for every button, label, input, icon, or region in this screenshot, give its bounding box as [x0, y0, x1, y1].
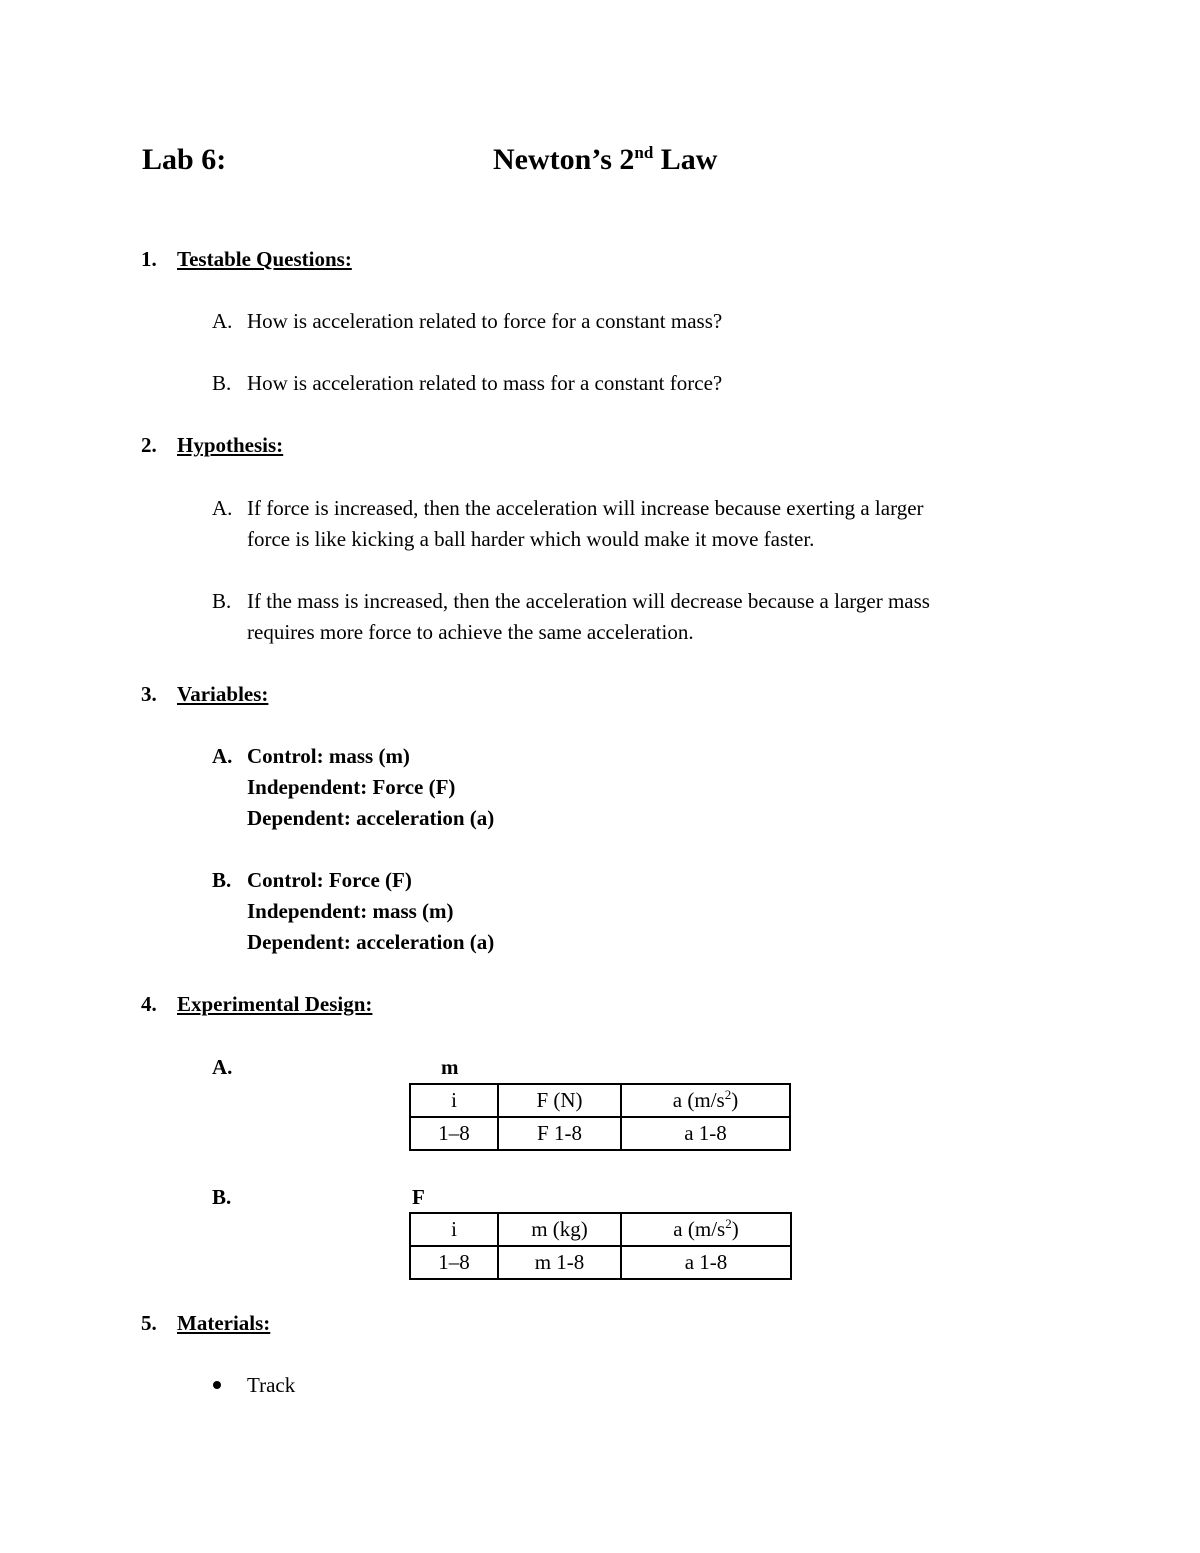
table-row	[410, 1117, 790, 1150]
section-2-item-b-letter: B.	[212, 589, 232, 613]
table-header-row	[410, 1213, 791, 1246]
header-cell-mass: m (kg)	[498, 1213, 621, 1246]
table-row	[410, 1246, 791, 1279]
header-cell-i: i	[410, 1084, 498, 1117]
section-2-item-a-line-1: If force is increased, then the acceleration will increase because exerting a larger	[247, 496, 924, 520]
cell-trials: 1–8	[410, 1117, 498, 1150]
independent-variable-b: Independent: mass (m)	[247, 899, 454, 923]
section-4-heading: Experimental Design:	[177, 992, 373, 1016]
header-cell-force: F (N)	[498, 1084, 621, 1117]
design-a-table	[409, 1083, 791, 1151]
cell-force-values: F 1-8	[498, 1117, 621, 1150]
control-variable-a: Control: mass (m)	[247, 744, 410, 768]
section-2-item-b-line-2: requires more force to achieve the same acceleration.	[247, 620, 694, 644]
section-3-item-a-letter: A.	[212, 744, 233, 768]
section-5-heading: Materials:	[177, 1311, 271, 1335]
section-2-number: 2.	[141, 433, 157, 457]
header-cell-acceleration: a $(m/s^2)$	[621, 1213, 791, 1246]
design-a-letter: A.	[212, 1055, 233, 1079]
material-item: Track	[247, 1373, 296, 1397]
dependent-variable-b: Dependent: acceleration (a)	[247, 930, 495, 954]
table-header-row	[410, 1084, 790, 1117]
header-cell-i: i	[410, 1213, 498, 1246]
design-b-table	[409, 1212, 792, 1280]
design-b-letter: B.	[212, 1185, 232, 1209]
cell-trials: 1–8	[410, 1246, 498, 1279]
section-2-item-a-line-2: force is like kicking a ball harder which would make it move faster.	[247, 527, 815, 551]
dependent-variable-a: Dependent: acceleration (a)	[247, 806, 495, 830]
design-a-constant: m	[441, 1055, 459, 1079]
section-4-number: 4.	[141, 992, 157, 1016]
section-1-item-b-text: How is acceleration related to mass for a constant force?	[247, 371, 723, 395]
section-3-item-b-letter: B.	[212, 868, 232, 892]
section-1-heading: Testable Questions:	[177, 247, 352, 271]
lab-number: Lab 6:	[142, 143, 227, 176]
section-2-item-b-line-1: If the mass is increased, then the acceleration will decrease because a larger mass	[247, 589, 930, 613]
cell-mass-values: m 1-8	[498, 1246, 621, 1279]
header-cell-acceleration: a $(m/s^2)$	[621, 1084, 790, 1117]
independent-variable-a: Independent: Force (F)	[247, 775, 456, 799]
control-variable-b: Control: Force (F)	[247, 868, 412, 892]
section-3-number: 3.	[141, 682, 157, 706]
page-title: Newton’s 2nd Law	[493, 143, 718, 176]
section-5-number: 5.	[141, 1311, 157, 1335]
design-b-constant: F	[412, 1185, 425, 1209]
cell-acceleration-values: a 1-8	[621, 1246, 791, 1279]
cell-acceleration-values: a 1-8	[621, 1117, 790, 1150]
section-1-item-a-text: How is acceleration related to force for a constant mass?	[247, 309, 723, 333]
bullet-icon	[213, 1381, 221, 1389]
section-1-item-b-letter: B.	[212, 371, 232, 395]
section-3-heading: Variables:	[177, 682, 269, 706]
section-2-item-a-letter: A.	[212, 496, 233, 520]
section-1-number: 1.	[141, 247, 157, 271]
section-2-heading: Hypothesis:	[177, 433, 284, 457]
section-1-item-a-letter: A.	[212, 309, 233, 333]
